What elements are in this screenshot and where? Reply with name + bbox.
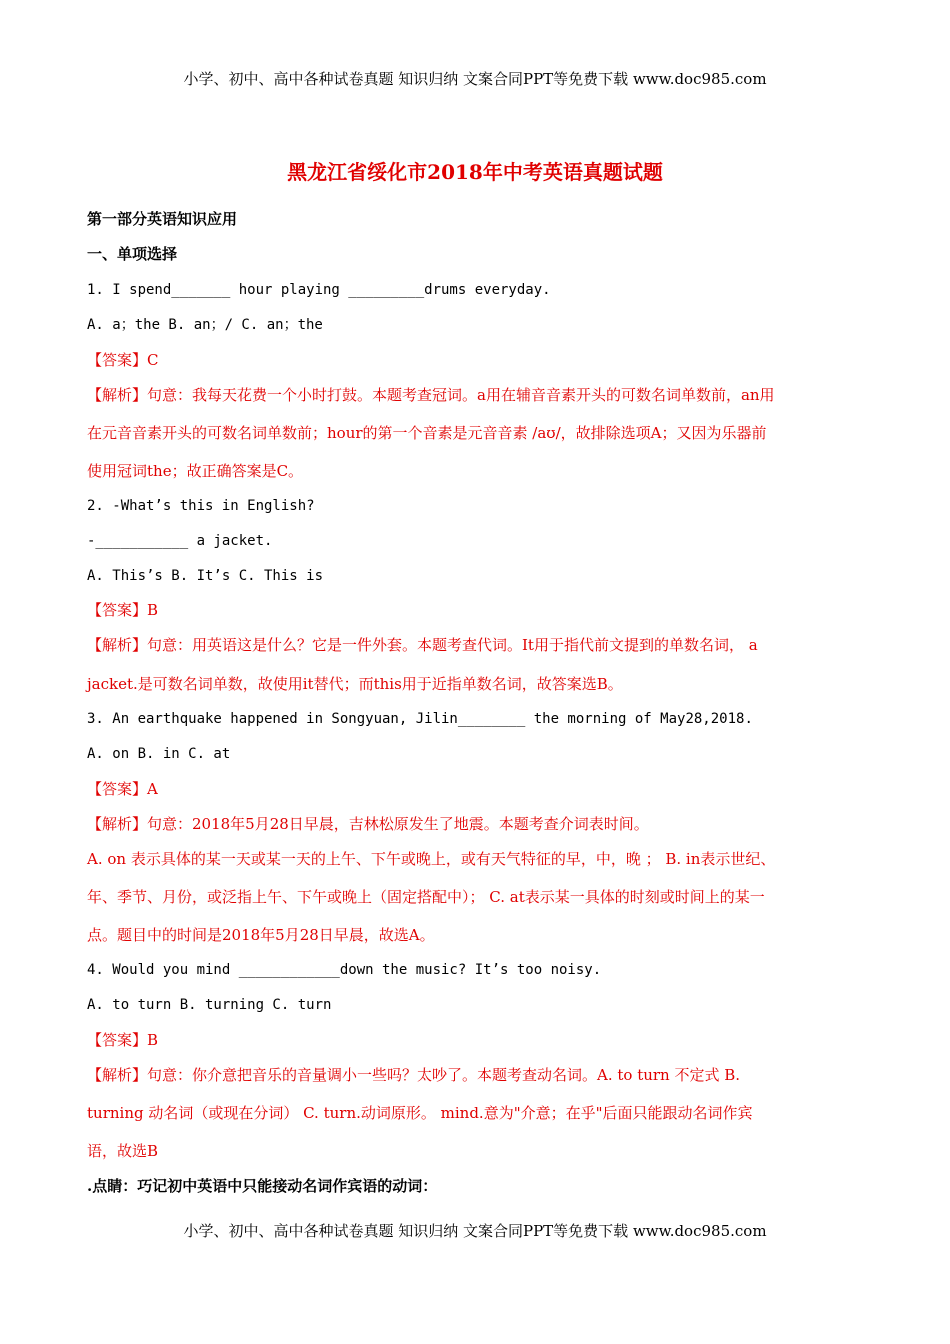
question-4-answer: 【答案】B [87, 1031, 159, 1049]
question-2-analysis-line: jacket.是可数名词单数，故使用it替代；而this用于近指单数名词，故答案选B。 [87, 675, 623, 693]
section-heading-2: 一、单项选择 [87, 245, 178, 263]
page-header: 小学、初中、高中各种试卷真题 知识归纳 文案合同PPT等免费下载 www.doc985.com [183, 70, 767, 88]
question-3-answer: 【答案】A [87, 780, 158, 798]
question-4-analysis-line: turning 动名词（或现在分词） C. turn.动词原形。 mind.意为"介意；在乎"后面只能跟动名词作宾 [87, 1104, 753, 1122]
question-1: 1. I spend_______ hour playing _________drums everyday. [87, 282, 551, 298]
question-3-analysis-line: 年、季节、月份，或泛指上午、下午或晚上（固定搭配中）； C. at表示某一具体的时刻或时间上的某一 [87, 888, 765, 906]
question-2-options: A. This’s B. It’s C. This is [87, 568, 324, 584]
question-3-analysis-line: A. on 表示具体的某一天或某一天的上午、下午或晚上，或有天气特征的早，中，晚 ； B. in表示世纪、 [87, 850, 776, 868]
question-4-analysis-line: 【解析】句意：你介意把音乐的音量调小一些吗？太吵了。本题考查动名词。A. to turn 不定式 B. [87, 1066, 741, 1084]
question-2-answer: 【答案】B [87, 601, 159, 619]
question-1-options: A. a；the B. an；/ C. an；the [87, 317, 323, 333]
question-2-response: -___________ a jacket. [87, 533, 273, 549]
section-heading-1: 第一部分英语知识应用 [87, 210, 238, 228]
question-3-analysis-line: 点。题目中的时间是2018年5月28日早晨，故选A。 [87, 926, 435, 944]
question-1-analysis-line: 使用冠词the；故正确答案是C。 [87, 462, 304, 480]
question-4: 4. Would you mind ____________down the music? It’s too noisy. [87, 962, 602, 978]
page-footer: 小学、初中、高中各种试卷真题 知识归纳 文案合同PPT等免费下载 www.doc985.com [183, 1222, 767, 1240]
question-3-analysis-line: 【解析】句意：2018年5月28日早晨，吉林松原发生了地震。本题考查介词表时间。 [87, 815, 649, 833]
question-4-analysis-line: 语，故选B [87, 1142, 159, 1160]
question-2-analysis-line: 【解析】句意：用英语这是什么？它是一件外套。本题考查代词。It用于指代前文提到的单数名词， a [87, 636, 758, 654]
question-4-options: A. to turn B. turning C. turn [87, 997, 332, 1013]
tip-note: .点睛：巧记初中英语中只能接动名词作宾语的动词： [87, 1177, 438, 1195]
question-1-analysis-line: 【解析】句意：我每天花费一个小时打鼓。本题考查冠词。a用在辅音音素开头的可数名词单数前，an用 [87, 386, 775, 404]
question-2: 2. -What’s this in English? [87, 498, 315, 514]
question-1-answer: 【答案】C [87, 351, 159, 369]
page-title: 黑龙江省绥化市2018年中考英语真题试题 [287, 160, 663, 184]
question-3-options: A. on B. in C. at [87, 746, 231, 762]
question-3: 3. An earthquake happened in Songyuan, Jilin________ the morning of May28,2018. [87, 711, 753, 727]
question-1-analysis-line: 在元音音素开头的可数名词单数前；hour的第一个音素是元音音素 /aʊ/，故排除选项A；又因为乐器前 [87, 424, 767, 442]
